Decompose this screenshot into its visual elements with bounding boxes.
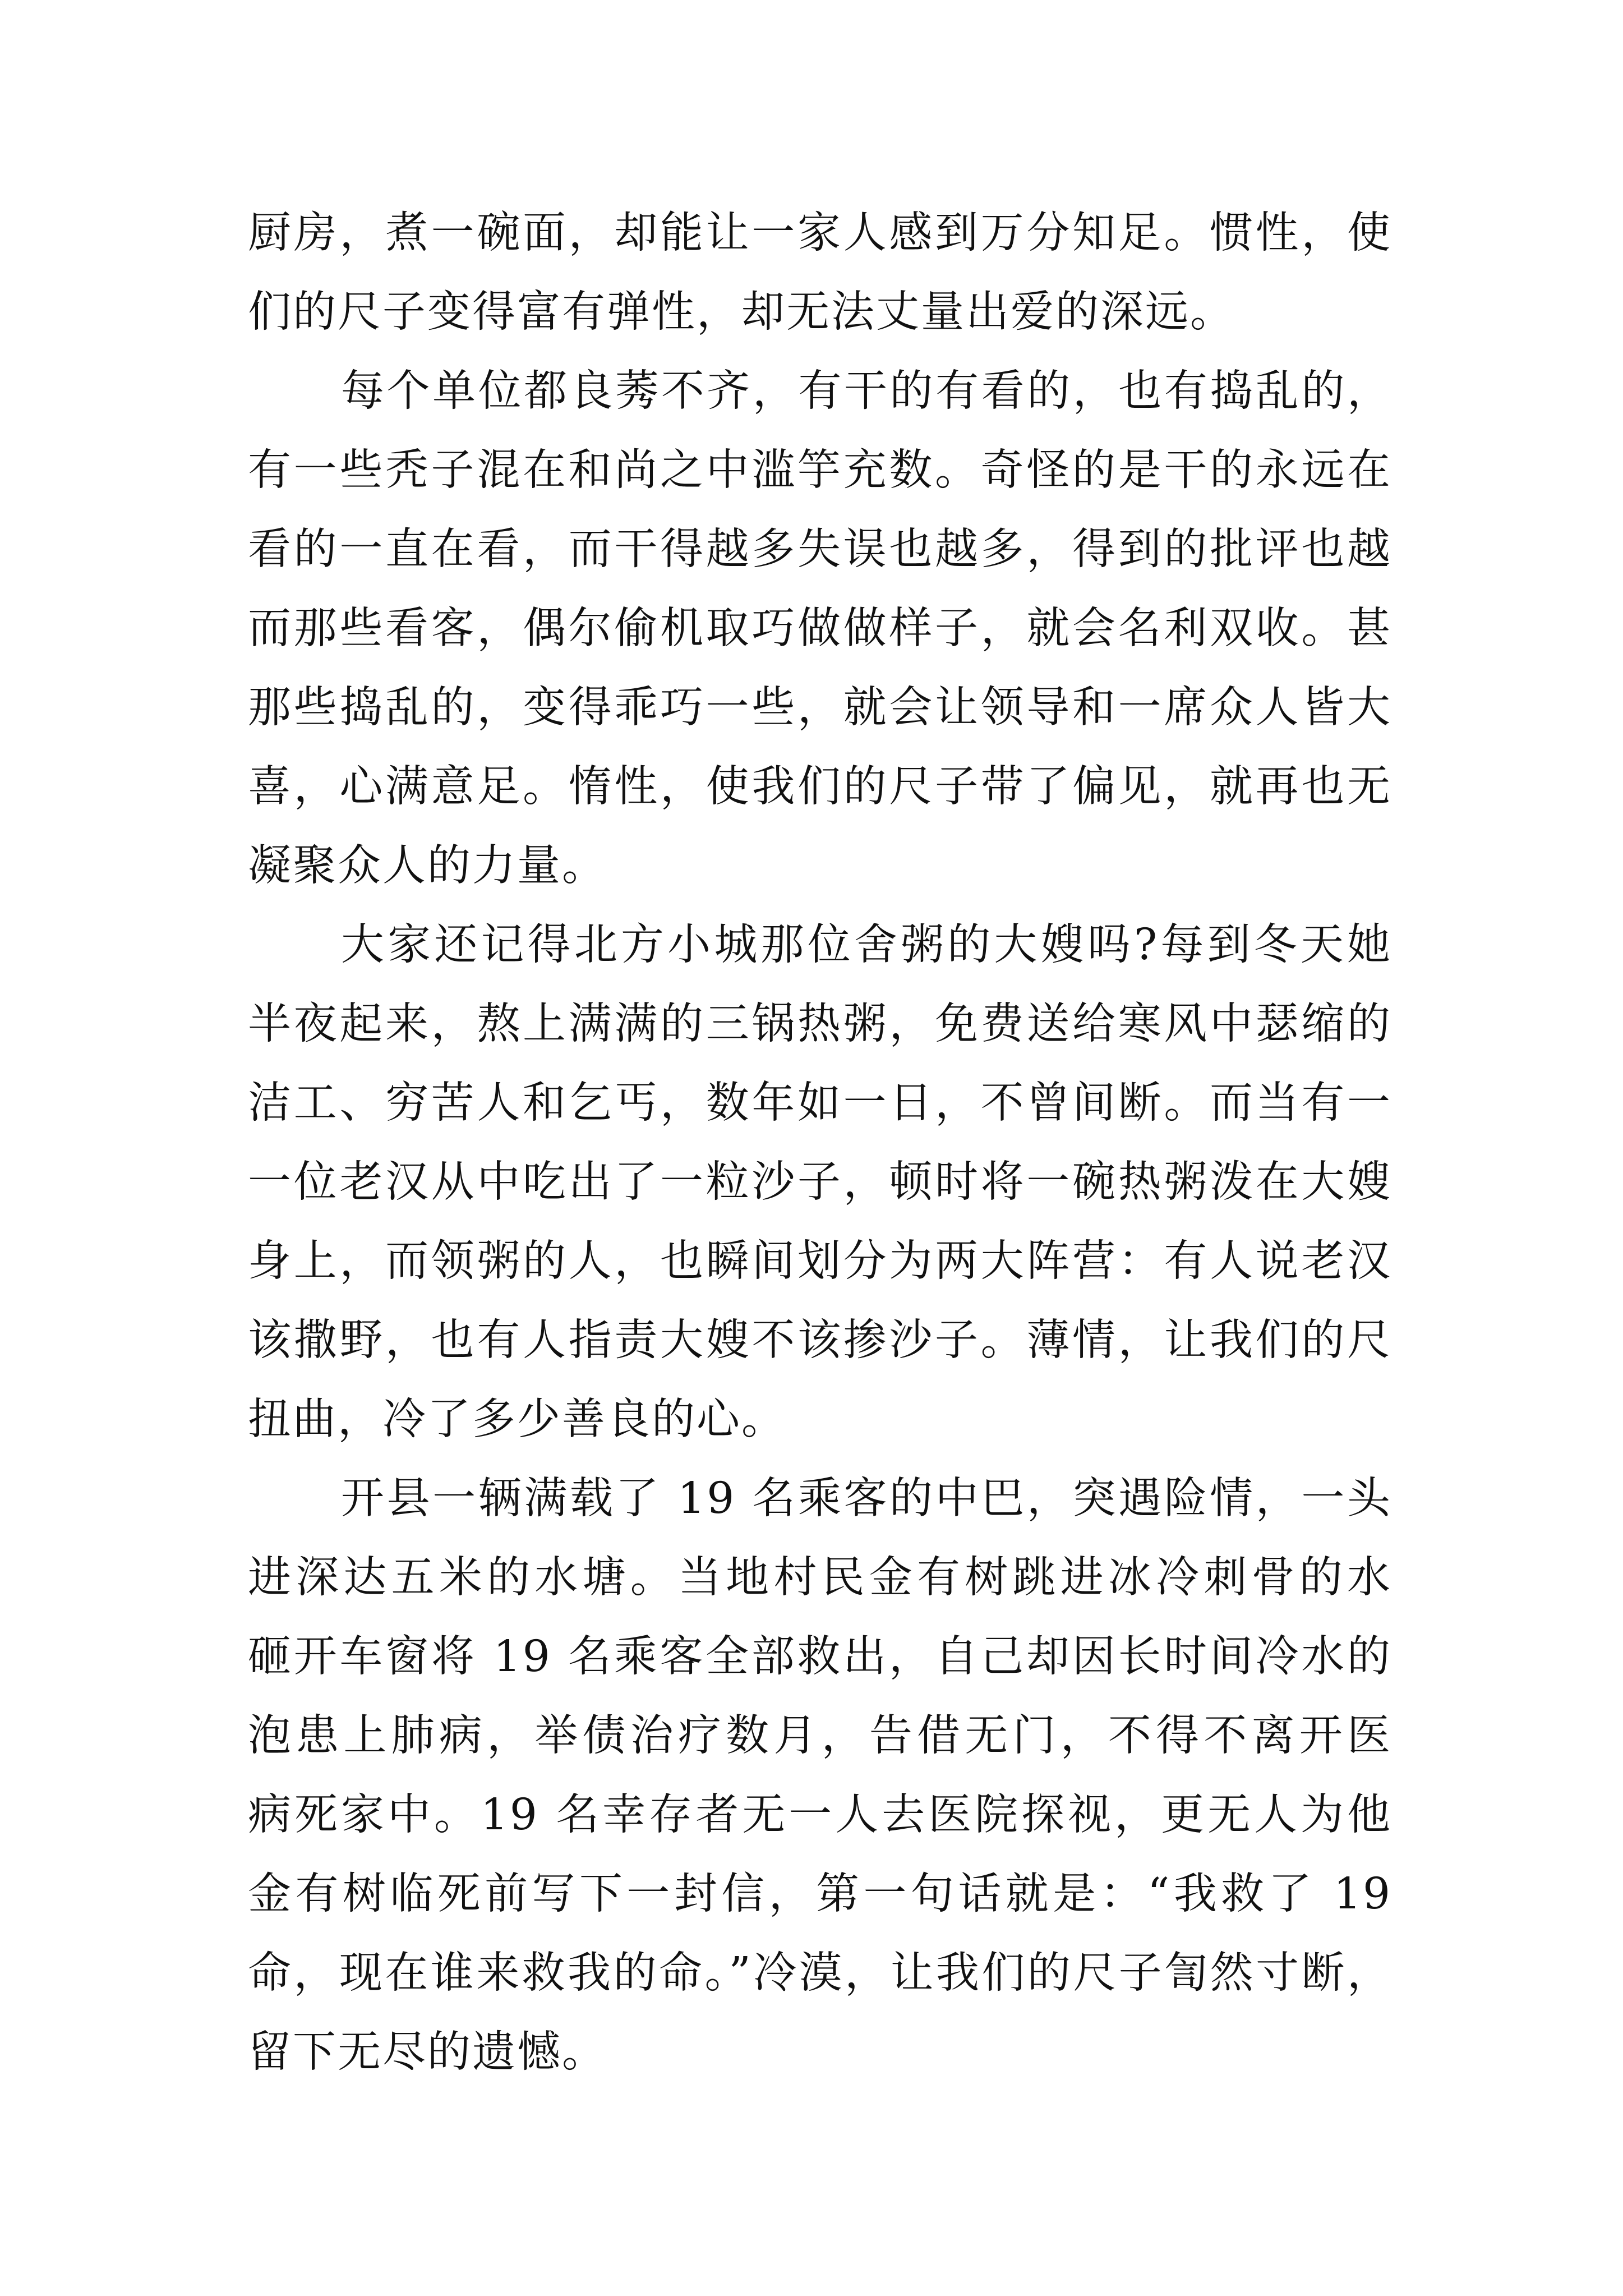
text-line: 厨房，煮一碗面，却能让一家人感到万分知足。惯性，使 <box>248 208 1392 258</box>
text-line: 半夜起来，熬上满满的三锅热粥，免费送给寒风中瑟缩的 <box>248 999 1392 1049</box>
text-line: 那些捣乱的，变得乖巧一些，就会让领导和一席众人皆大 <box>248 683 1392 733</box>
paragraph-first-line: 开县一辆满载了 19 名乘客的中巴，突遇险情，一头 <box>341 1474 1392 1524</box>
text-line: 而那些看客，偶尔偷机取巧做做样子，就会名利双收。甚 <box>248 604 1392 654</box>
text-line: 洁工、穷苦人和乞丐，数年如一日，不曾间断。而当有一 <box>248 1078 1392 1128</box>
text-line: 病死家中。19 名幸存者无一人去医院探视，更无人为他 <box>248 1790 1392 1840</box>
text-line: 扭曲，冷了多少善良的心。 <box>248 1395 786 1444</box>
text-line: 留下无尽的遗憾。 <box>248 2027 607 2077</box>
text-line: 身上，而领粥的人，也瞬间划分为两大阵营：有人说老汉 <box>248 1236 1392 1286</box>
text-line: 砸开车窗将 19 名乘客全部救出，自己却因长时间冷水的 <box>248 1632 1392 1682</box>
text-line: 金有树临死前写下一封信，第一句话就是：“我救了 19 <box>248 1869 1392 1919</box>
paragraph-first-line: 大家还记得北方小城那位舍粥的大嫂吗?每到冬天她 <box>341 920 1392 970</box>
text-line: 有一些秃子混在和尚之中滥竽充数。奇怪的是干的永远在 <box>248 445 1392 495</box>
text-line: 一位老汉从中吃出了一粒沙子，顿时将一碗热粥泼在大嫂 <box>248 1157 1392 1207</box>
text-line: 喜，心满意足。惰性，使我们的尺子带了偏见，就再也无 <box>248 762 1392 812</box>
text-line: 命，现在谁来救我的命。”冷漠，让我们的尺子訇然寸断， <box>248 1948 1392 1998</box>
text-line: 泡患上肺病，举债治疗数月，告借无门，不得不离开医 <box>248 1711 1392 1761</box>
text-line: 看的一直在看，而干得越多失误也越多，得到的批评也越 <box>248 524 1392 574</box>
document-body <box>248 194 1392 2092</box>
paragraph-first-line: 每个单位都良莠不齐，有干的有看的，也有捣乱的， <box>341 366 1392 416</box>
text-line: 该撒野，也有人指责大嫂不该掺沙子。薄情，让我们的尺 <box>248 1315 1392 1365</box>
text-line: 凝聚众人的力量。 <box>248 841 607 891</box>
text-line: 进深达五米的水塘。当地村民金有树跳进冰冷刺骨的水 <box>248 1553 1392 1603</box>
text-line: 们的尺子变得富有弹性，却无法丈量出爱的深远。 <box>248 287 1235 337</box>
